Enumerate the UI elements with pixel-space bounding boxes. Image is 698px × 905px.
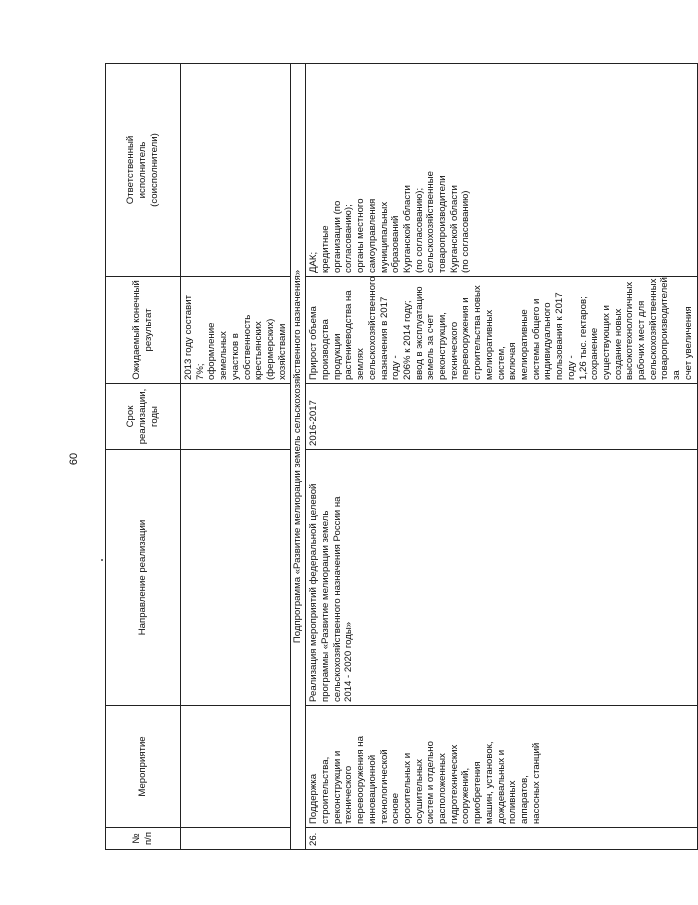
cont-num <box>181 828 291 850</box>
cont-executor <box>181 64 291 277</box>
header-measure: Мероприятие <box>106 706 181 828</box>
header-row <box>106 64 181 850</box>
scan-speck <box>101 559 103 561</box>
cont-direction <box>181 450 291 706</box>
header-result: Ожидаемый конечный результат <box>106 277 181 384</box>
table-row <box>306 64 697 850</box>
row-executor: ДАК; кредитные организации (по согласованию); органы местного самоуправления муниципальных образований Курганской области (по согласованию); сельскохозяйственные товаропроизводители Курганской области (по согласованию) <box>306 64 697 277</box>
header-period: Срок реализации, годы <box>106 384 181 450</box>
row-measure: Поддержка строительства, реконструкции и технического перевооружения на инновационной технологической основе оросительных и осушительных систем и отдельно расположенных гидротехнических сооружений, приобретения машин, установок, дождевальных и поливных аппаратов, насосных станций <box>306 706 697 828</box>
continuation-row <box>181 64 291 850</box>
cont-measure <box>181 706 291 828</box>
row-period: 2016-2017 <box>306 384 697 450</box>
row-result: Прирост объема производства продукции растениеводства на землях сельскохозяйственного назначения в 2017 году - 206% к 2014 году; ввод в эксплуатацию земель за счет реконструкции, технического перевооружения и строительства новых мелиоративных систем, включая мелиоративные системы общего и индивидуального пользования к 2017 году - 1,26 тыс. гектаров; сохранение существующих и создание новых высокотехнологичных рабочих мест для сельскохозяйственных товаропроизводителей за счет увеличения <box>306 277 697 384</box>
measures-table <box>105 63 698 850</box>
subprogram-row <box>291 64 306 850</box>
cont-result: 2013 году составит 7%; оформление земельных участков в собственность крестьянских (фермерских) хозяйствами <box>181 277 291 384</box>
row-direction: Реализация мероприятий федеральной целевой программы «Развитие мелиорации земель сельскохозяйственного назначения России на 2014 - 2020 годы» <box>306 450 697 706</box>
page-number: 60 <box>68 452 81 466</box>
subprogram-title: Подпрограмма «Развитие мелиорации земель сельскохозяйственного назначения» <box>291 64 306 850</box>
header-executor: Ответственный исполнитель (соисполнители) <box>106 64 181 277</box>
cont-period <box>181 384 291 450</box>
header-direction: Направление реализации <box>106 450 181 706</box>
row-num: 26. <box>306 828 697 850</box>
header-num: № п/п <box>106 828 181 850</box>
rotated-table-container <box>105 64 694 850</box>
